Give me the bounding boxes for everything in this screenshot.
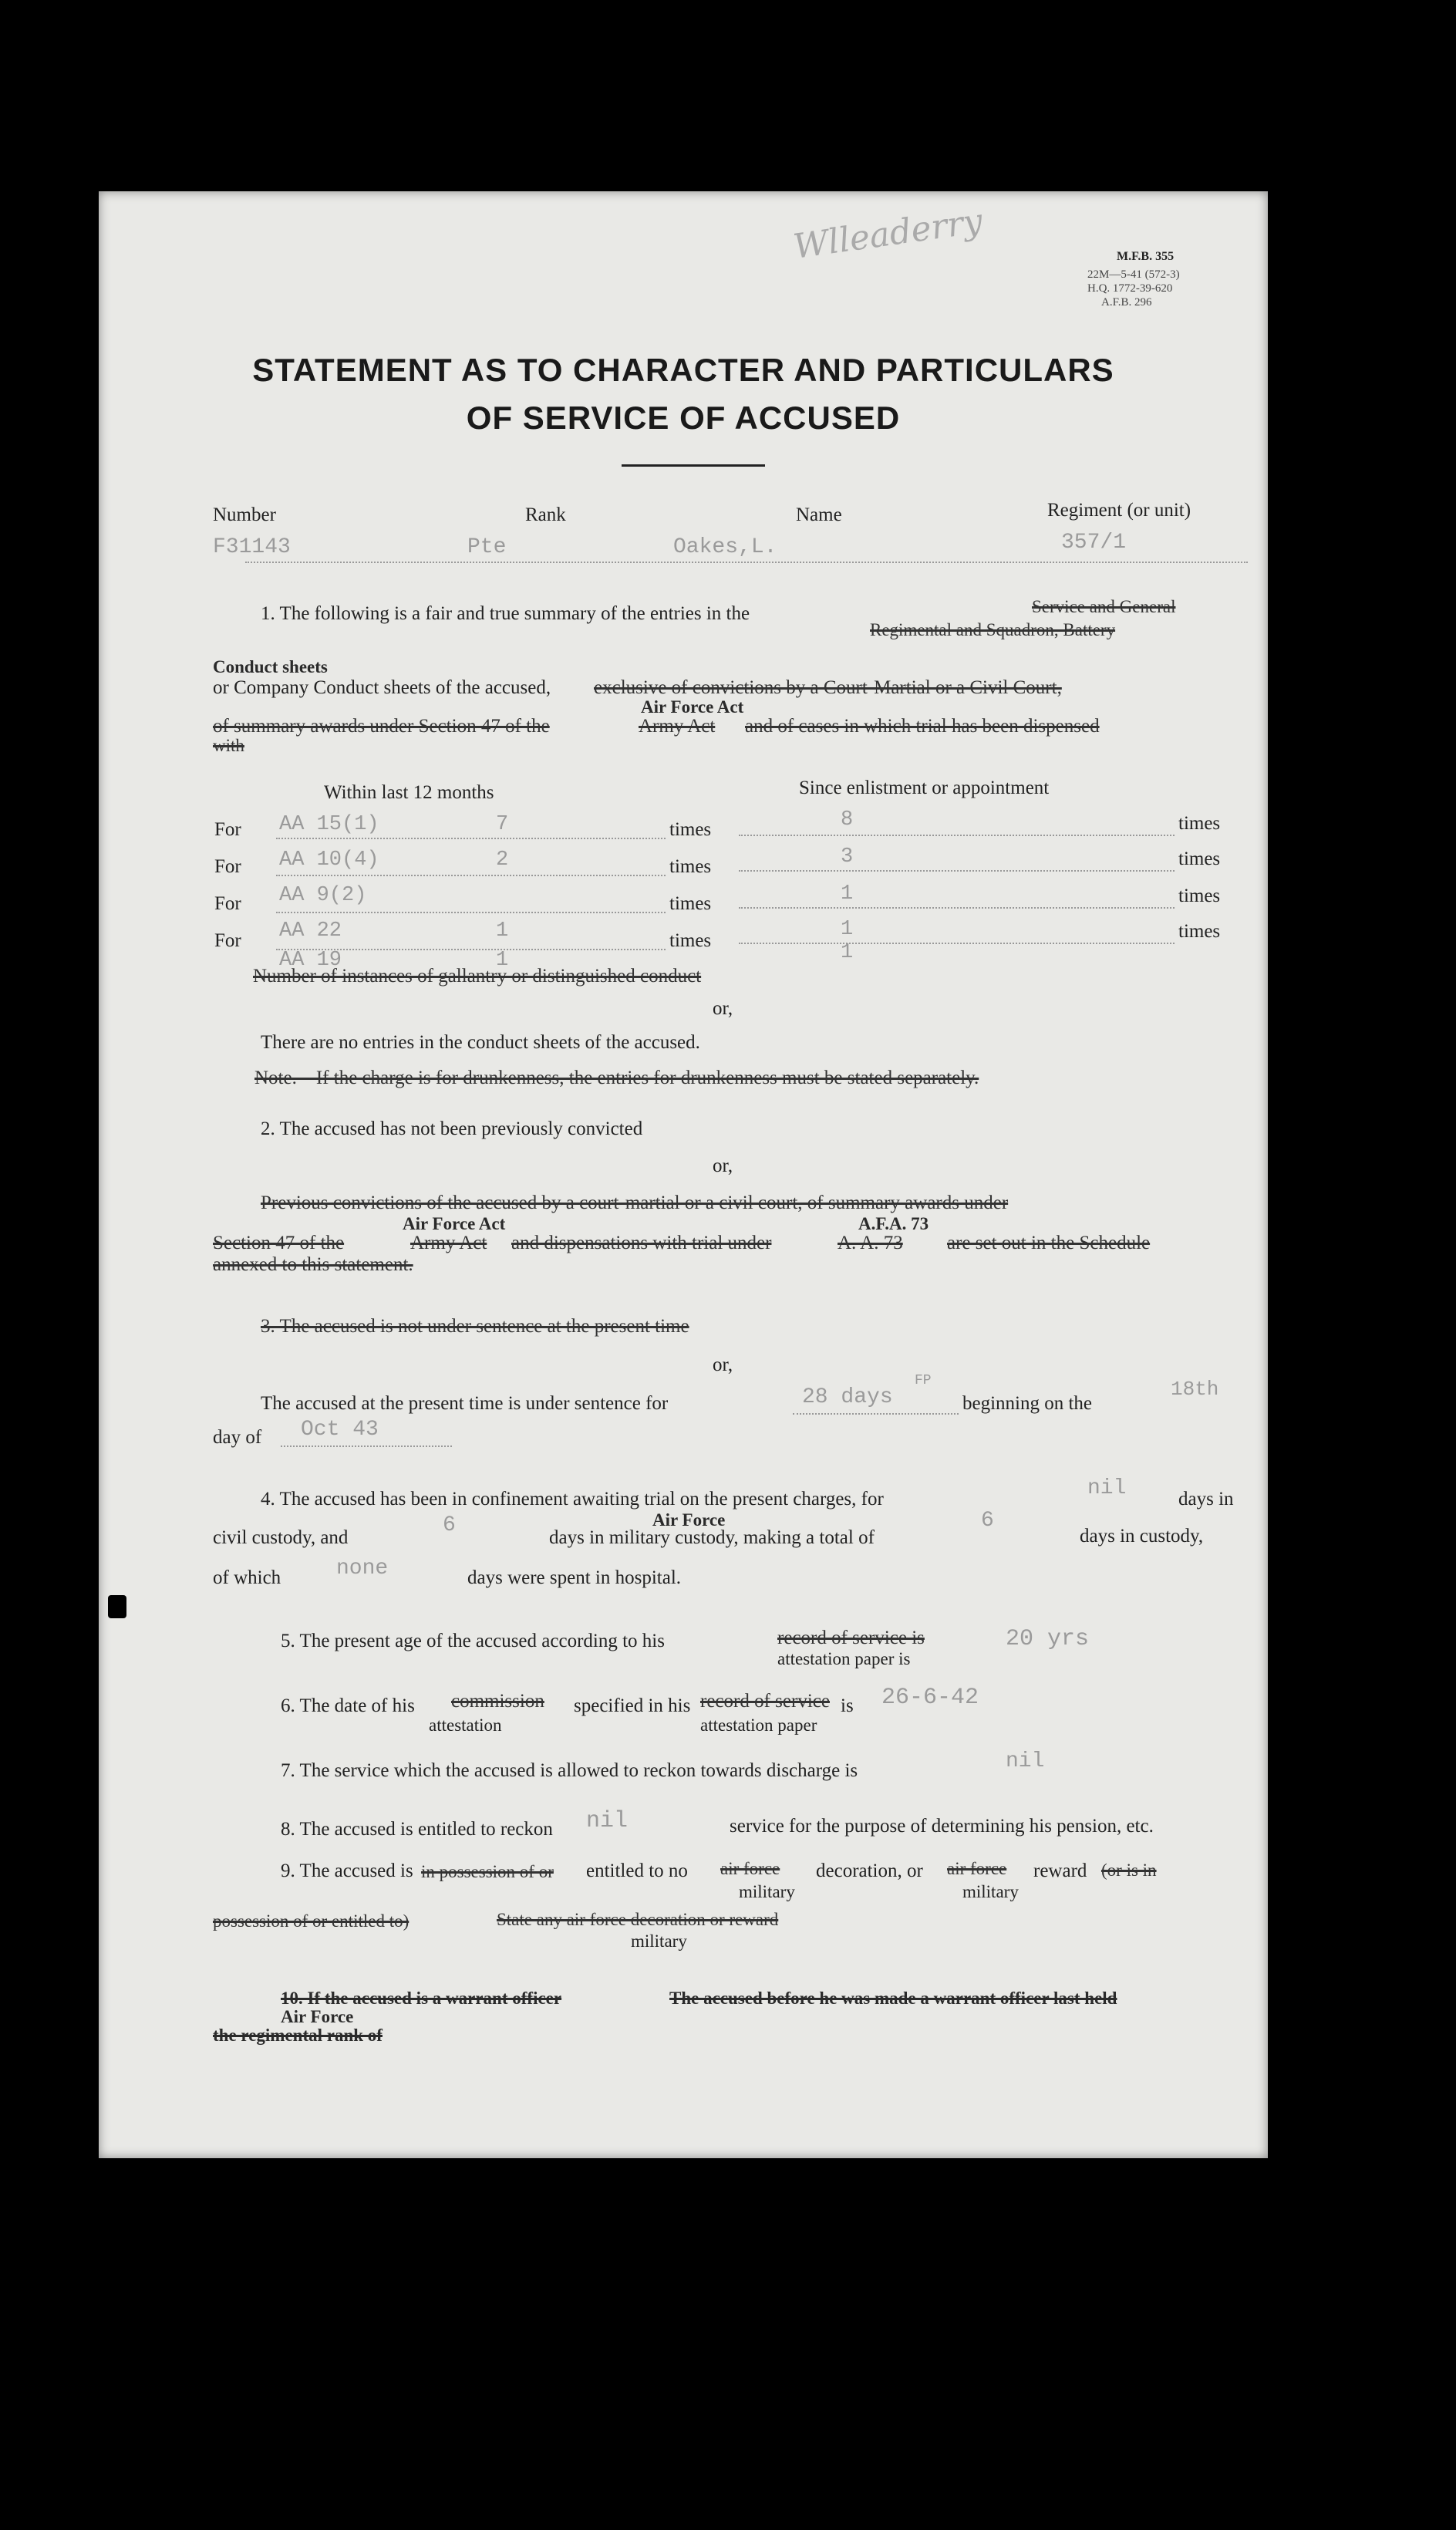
s6-struck-b: record of service [700,1691,830,1712]
s2-struck-f: are set out in the Schedule [947,1233,1151,1253]
s10-struck-a: 10. If the accused is a warrant officer [281,1989,562,2008]
s8-value: nil [586,1808,629,1834]
s3-day-of: day of [213,1427,262,1448]
s9-line1b: entitled to no [586,1860,688,1881]
row-dotted-line [739,907,1175,909]
offence-cell: AA 10(4) [279,848,379,872]
s9-struck-c: air force [947,1859,1007,1878]
signature: Wlleaderry [790,201,986,267]
s2-struck-d: and dispensations with trial under [511,1233,772,1253]
sentence-dotted-line [793,1413,959,1415]
s5-line1: 5. The present age of the accused according to his [281,1631,665,1651]
number-value: F31143 [213,535,291,559]
s7-line1: 7. The service which the accused is allowed to reckon towards discharge is [281,1760,858,1781]
s9-repl-f: military [631,1931,687,1951]
row-dotted-line [739,870,1175,872]
offence-cell: AA 15(1) [279,813,379,836]
for-label: For [214,930,241,951]
title-line-1: STATEMENT AS TO CHARACTER AND PARTICULARS [252,352,1114,388]
s3-beginning: beginning on the [962,1393,1093,1414]
unit-value: 357/1 [1061,531,1127,555]
s1-overtype-a: Conduct sheets [213,657,328,676]
s9-repl-b: military [739,1882,795,1901]
times-label: times [669,856,712,877]
row-dotted-line [276,912,666,913]
total-cell: 8 [841,808,854,832]
s1-no-entries: There are no entries in the conduct sheets of the accused. [261,1032,700,1053]
month-dotted-line [281,1445,452,1447]
s1-struck-b: Regimental and Squadron, Battery [870,620,1116,639]
unit-label: Regiment (or unit) [1047,500,1191,521]
s5-replacement: attestation paper is [777,1649,911,1668]
s9-repl-c: military [962,1882,1019,1901]
for-label: For [214,819,241,840]
total-cell: 1 [841,882,854,906]
row-dotted-line [739,943,1175,944]
s4-civil-days: nil [1087,1476,1127,1500]
recent-cell: 2 [496,848,509,872]
s6-repl-b: attestation paper [700,1715,817,1735]
s5-struck: record of service is [777,1628,925,1648]
s1-or: or, [713,998,733,1019]
s3-line1: The accused at the present time is under sentence for [261,1393,669,1414]
total-cell: 1 [841,918,854,941]
s6-is: is [841,1695,854,1716]
s1-overtype-b: Air Force Act [641,697,744,717]
s4-line1: 4. The accused has been in confinement awaiting trial on the present charges, for [261,1489,884,1510]
s2-struck-c: Army Act [410,1233,487,1253]
form-line-2: H.Q. 1772-39-620 [1087,282,1173,295]
times-label: times [1178,921,1221,942]
offence-cell: AA 19 [279,949,342,972]
s4-days-in: days in [1178,1489,1234,1510]
s2-line1: 2. The accused has not been previously convicted [261,1118,643,1139]
number-label: Number [213,504,276,525]
form-code: M.F.B. 355 [1117,250,1175,263]
s6-struck-a: commission [451,1691,544,1712]
s10-struck-c: the regimental rank of [213,2026,383,2045]
s9-struck-f: State any air force decoration or reward [497,1910,779,1929]
form-line-3: A.F.B. 296 [1101,296,1152,309]
total-cell: 3 [841,845,854,869]
s2-struck-b: Section 47 of the [213,1233,345,1253]
s10-struck-b: The accused before he was made a warrant officer last held [669,1989,1117,2008]
s1-col-left: Within last 12 months [324,782,494,803]
s2-struck-e: A. A. 73 [838,1233,903,1253]
s9-struck-b: air force [720,1859,780,1878]
s9-line1: 9. The accused is [281,1860,413,1881]
rank-label: Rank [525,504,566,525]
s1-struck-a: Service and General [1032,597,1176,616]
s4-overtype: Air Force [652,1510,726,1530]
s1-struck-d: of summary awards under Section 47 of the [213,716,550,737]
s8-line1: 8. The accused is entitled to reckon [281,1819,553,1840]
rank-value: Pte [467,535,507,559]
s4-mil-days: 6 [443,1513,456,1537]
times-label: times [669,893,712,914]
offence-cell: AA 22 [279,919,342,943]
s8-line2: service for the purpose of determining his pension, etc. [730,1816,1154,1837]
s1-line2: or Company Conduct sheets of the accused, [213,677,551,698]
s3-or: or, [713,1354,733,1375]
s2-struck-g: annexed to this statement. [213,1254,413,1275]
scan-speck [108,1595,126,1618]
s2-or: or, [713,1155,733,1176]
s4-days-custody: days in custody, [1080,1526,1204,1547]
s4-days-in-military: days in military custody, making a total of [549,1527,875,1548]
id-dotted-line [245,562,1248,563]
times-label: times [1178,813,1221,834]
name-label: Name [796,504,842,525]
form-line-1: 22M—5-41 (572-3) [1087,268,1180,281]
s1-struck-e: Army Act [639,716,716,737]
s4-hospital: days were spent in hospital. [467,1567,682,1588]
s1-gallantry: Number of instances of gallantry or distinguished conduct [253,966,702,987]
s3-struck: 3. The accused is not under sentence at the present time [261,1316,689,1337]
s6-value: 26-6-42 [881,1685,979,1711]
row-dotted-line [276,838,666,839]
total-cell: 1 [841,941,854,964]
s1-struck-c: exclusive of convictions by a Court-Martial or a Civil Court, [594,677,1062,698]
times-label: times [669,819,712,840]
for-label: For [214,893,241,914]
s3-sentence: 28 days [802,1385,893,1409]
s4-of-which: of which [213,1567,281,1588]
s3-month: Oct 43 [301,1418,379,1442]
recent-cell: 1 [496,949,509,972]
s9-struck-a: in possession of or [421,1862,554,1881]
s7-value: nil [1006,1749,1045,1773]
s1-line1: 1. The following is a fair and true summary of the entries in the [261,603,750,624]
s6-repl-a: attestation [429,1715,502,1735]
s3-begin-day: 18th [1171,1378,1219,1401]
name-value: Oakes,L. [673,535,777,559]
s9-struck-d: (or is in [1101,1860,1157,1880]
recent-cell: 7 [496,813,509,836]
s4-total-days: 6 [981,1509,994,1533]
s2-struck-a: Previous convictions of the accused by a court-martial or a civil court, of summary awards under [261,1192,1009,1213]
s4-hosp-days: none [336,1557,389,1580]
s10-overtype: Air Force [281,2007,354,2026]
s2-overtype-a: Air Force Act [403,1214,506,1233]
s2-overtype-b: A.F.A. 73 [858,1214,929,1233]
s1-col-right: Since enlistment or appointment [799,778,1050,798]
title-rule [622,464,765,467]
for-label: For [214,856,241,877]
s4-civil-custody: civil custody, and [213,1527,349,1548]
row-dotted-line [276,875,666,876]
s6-mid: specified in his [574,1695,691,1716]
s1-struck-f: and of cases in which trial has been dispensed [745,716,1100,737]
s6-line1: 6. The date of his [281,1695,415,1716]
s9-line1d: reward [1033,1860,1087,1881]
offence-cell: AA 9(2) [279,884,367,907]
s3-sentence-sup: FP [915,1373,932,1388]
s1-note: Note.—If the charge is for drunkenness, the entries for drunkenness must be stated separately. [254,1068,979,1088]
s1-struck-g: with [213,736,244,755]
s9-struck-e: possession of or entitled to) [213,1911,410,1931]
times-label: times [669,930,712,951]
s5-value: 20 yrs [1006,1626,1090,1652]
s9-line1c: decoration, or [816,1860,923,1881]
times-label: times [1178,848,1221,869]
recent-cell: 1 [496,919,509,943]
title-line-2: OF SERVICE OF ACCUSED [466,400,901,436]
document-page [99,191,1268,2158]
row-dotted-line [739,835,1175,836]
times-label: times [1178,886,1221,906]
